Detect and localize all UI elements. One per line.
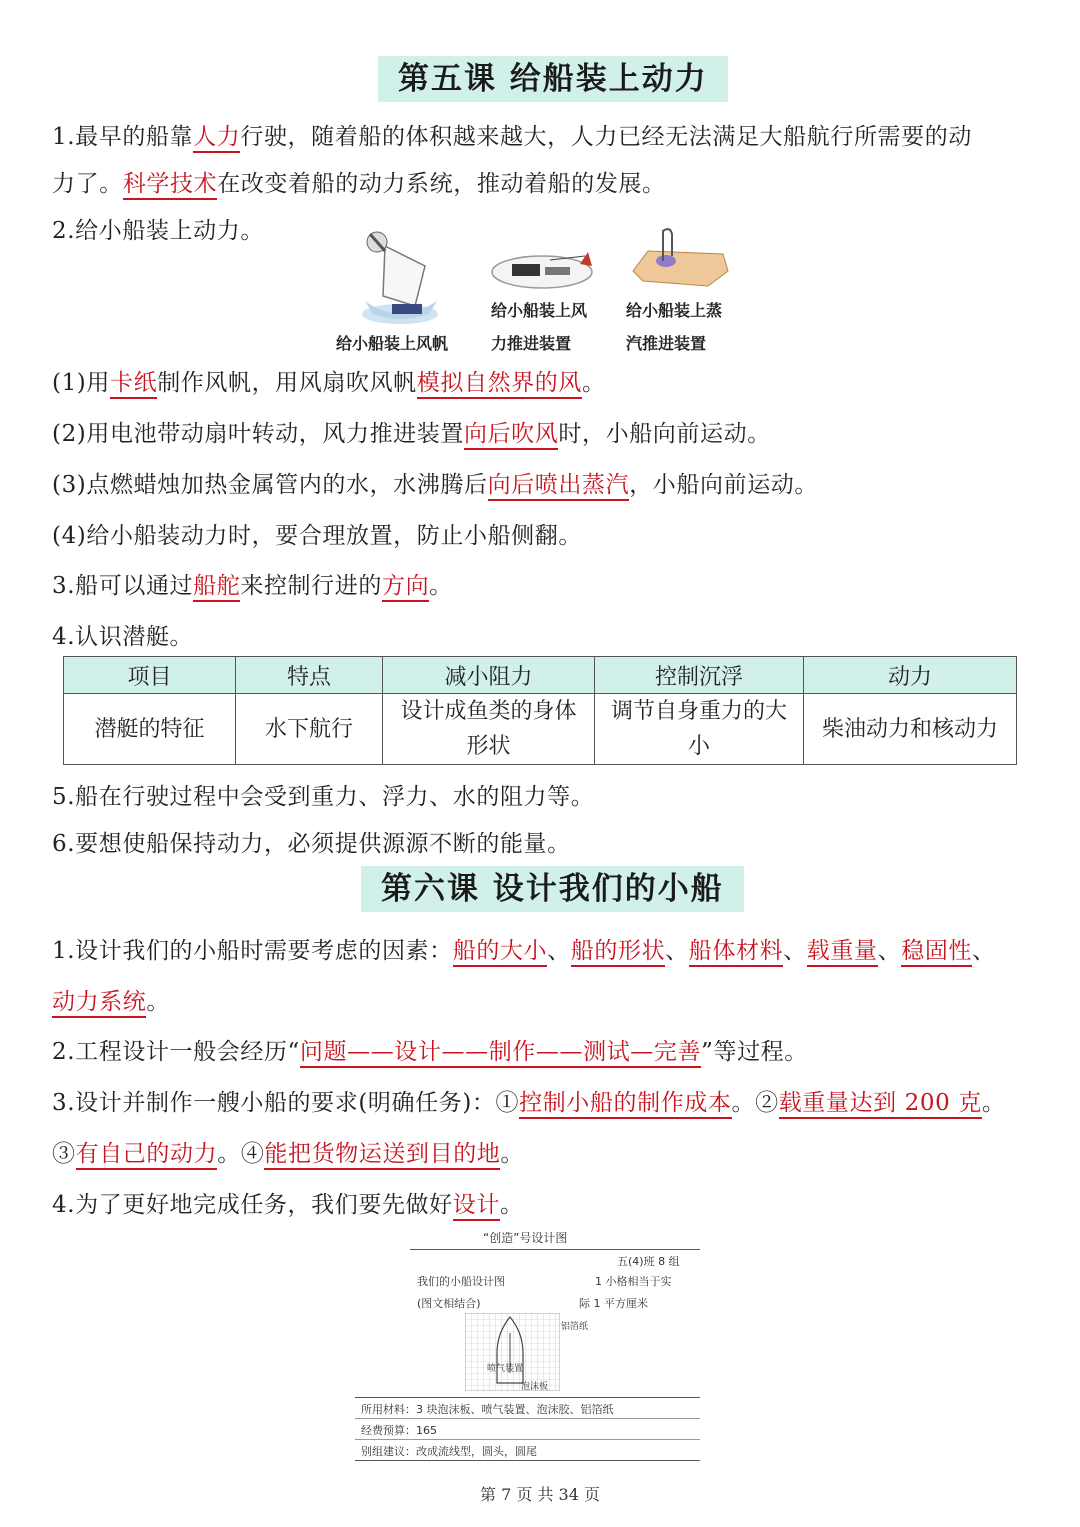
lesson6-title: 第六课 设计我们的小船 bbox=[361, 866, 744, 912]
caption-steam-2: 汽推进装置 bbox=[626, 334, 707, 353]
design-right-2: 际 1 平方厘米 bbox=[579, 1297, 648, 1310]
l6-paragraph-1b: 动力系统。 bbox=[52, 985, 170, 1019]
design-materials: 所用材料：3 块泡沫板、喷气装置、泡沫胶、铝箔纸 bbox=[361, 1403, 614, 1416]
l6-paragraph-3b: ③有自己的动力。④能把货物运送到目的地。 bbox=[52, 1137, 524, 1171]
answer-renli: 人力 bbox=[193, 124, 240, 153]
table-cell: 调节自身重力的大小 bbox=[595, 694, 804, 765]
l6-paragraph-3a: 3.设计并制作一艘小船的要求(明确任务)：①控制小船的制作成本。②载重量达到 200 克。 bbox=[52, 1086, 1005, 1120]
label-foil: 铝箔纸 bbox=[561, 1322, 589, 1332]
l5-paragraph-1b: 力了。科学技术在改变着船的动力系统，推动着船的发展。 bbox=[52, 167, 666, 201]
l5-paragraph-3: 3.船可以通过船舵来控制行进的方向。 bbox=[52, 569, 453, 603]
table-cell: 水下航行 bbox=[236, 694, 383, 765]
table-header: 特点 bbox=[236, 657, 383, 694]
l6-paragraph-4: 4.为了更好地完成任务，我们要先做好设计。 bbox=[52, 1188, 524, 1222]
table-header-row bbox=[64, 657, 1017, 694]
label-jet: 喷气装置 bbox=[487, 1364, 524, 1374]
answer-tech: 科学技术 bbox=[123, 171, 217, 200]
table-header: 动力 bbox=[804, 657, 1017, 694]
design-title: “创造”号设计图 bbox=[483, 1231, 568, 1245]
wind-boat-figure bbox=[490, 242, 605, 302]
table-header: 减小阻力 bbox=[383, 657, 595, 694]
design-right-1: 1 小格相当于实 bbox=[595, 1275, 672, 1288]
submarine-table bbox=[63, 656, 1017, 765]
design-advice: 别组建议：改成流线型，圆头，圆尾 bbox=[361, 1445, 537, 1458]
l5-sub-2: (2)用电池带动扇叶转动，风力推进装置向后吹风时，小船向前运动。 bbox=[52, 417, 771, 451]
label-foam: 泡沫板 bbox=[521, 1382, 549, 1392]
table-row bbox=[64, 694, 1017, 765]
design-budget: 经费预算：165 bbox=[361, 1424, 437, 1437]
table-cell: 柴油动力和核动力 bbox=[804, 694, 1017, 765]
caption-wind-1: 给小船装上风 bbox=[491, 301, 588, 320]
design-group: 五(4)班 8 组 bbox=[617, 1255, 680, 1268]
l5-paragraph-2: 2.给小船装上动力。 bbox=[52, 218, 264, 244]
page-footer: 第 7 页 共 34 页 bbox=[480, 1485, 600, 1504]
design-left-1: 我们的小船设计图 bbox=[417, 1275, 505, 1288]
steam-boat-figure bbox=[628, 226, 733, 296]
l5-paragraph-1a: 1.最早的船靠人力行驶，随着船的体积越来越大，人力已经无法满足大船航行所需要的动 bbox=[52, 120, 972, 154]
boat-design-sheet bbox=[355, 1225, 700, 1465]
caption-wind-2: 力推进装置 bbox=[491, 334, 572, 353]
table-header: 项目 bbox=[64, 657, 236, 694]
sailboat-figure bbox=[355, 226, 455, 331]
design-left-2: (图文相结合) bbox=[417, 1297, 481, 1310]
l5-paragraph-4: 4.认识潜艇。 bbox=[52, 624, 194, 650]
l5-sub-3: (3)点燃蜡烛加热金属管内的水，水沸腾后向后喷出蒸汽，小船向前运动。 bbox=[52, 468, 818, 502]
caption-sail: 给小船装上风帆 bbox=[336, 334, 449, 353]
l5-paragraph-6: 6.要想使船保持动力，必须提供源源不断的能量。 bbox=[52, 831, 571, 857]
l5-sub-4: (4)给小船装动力时，要合理放置，防止小船侧翻。 bbox=[52, 523, 582, 549]
table-cell: 潜艇的特征 bbox=[64, 694, 236, 765]
l6-paragraph-1a: 1.设计我们的小船时需要考虑的因素：船的大小、船的形状、船体材料、载重量、稳固性、 bbox=[52, 934, 996, 968]
l5-paragraph-5: 5.船在行驶过程中会受到重力、浮力、水的阻力等。 bbox=[52, 784, 595, 810]
table-cell: 设计成鱼类的身体形状 bbox=[383, 694, 595, 765]
l5-sub-1: (1)用卡纸制作风帆，用风扇吹风帆模拟自然界的风。 bbox=[52, 366, 606, 400]
lesson5-title: 第五课 给船装上动力 bbox=[378, 56, 728, 102]
caption-steam-1: 给小船装上蒸 bbox=[626, 301, 723, 320]
table-header: 控制沉浮 bbox=[595, 657, 804, 694]
l6-paragraph-2: 2.工程设计一般会经历“问题——设计——制作——测试—完善”等过程。 bbox=[52, 1035, 808, 1069]
